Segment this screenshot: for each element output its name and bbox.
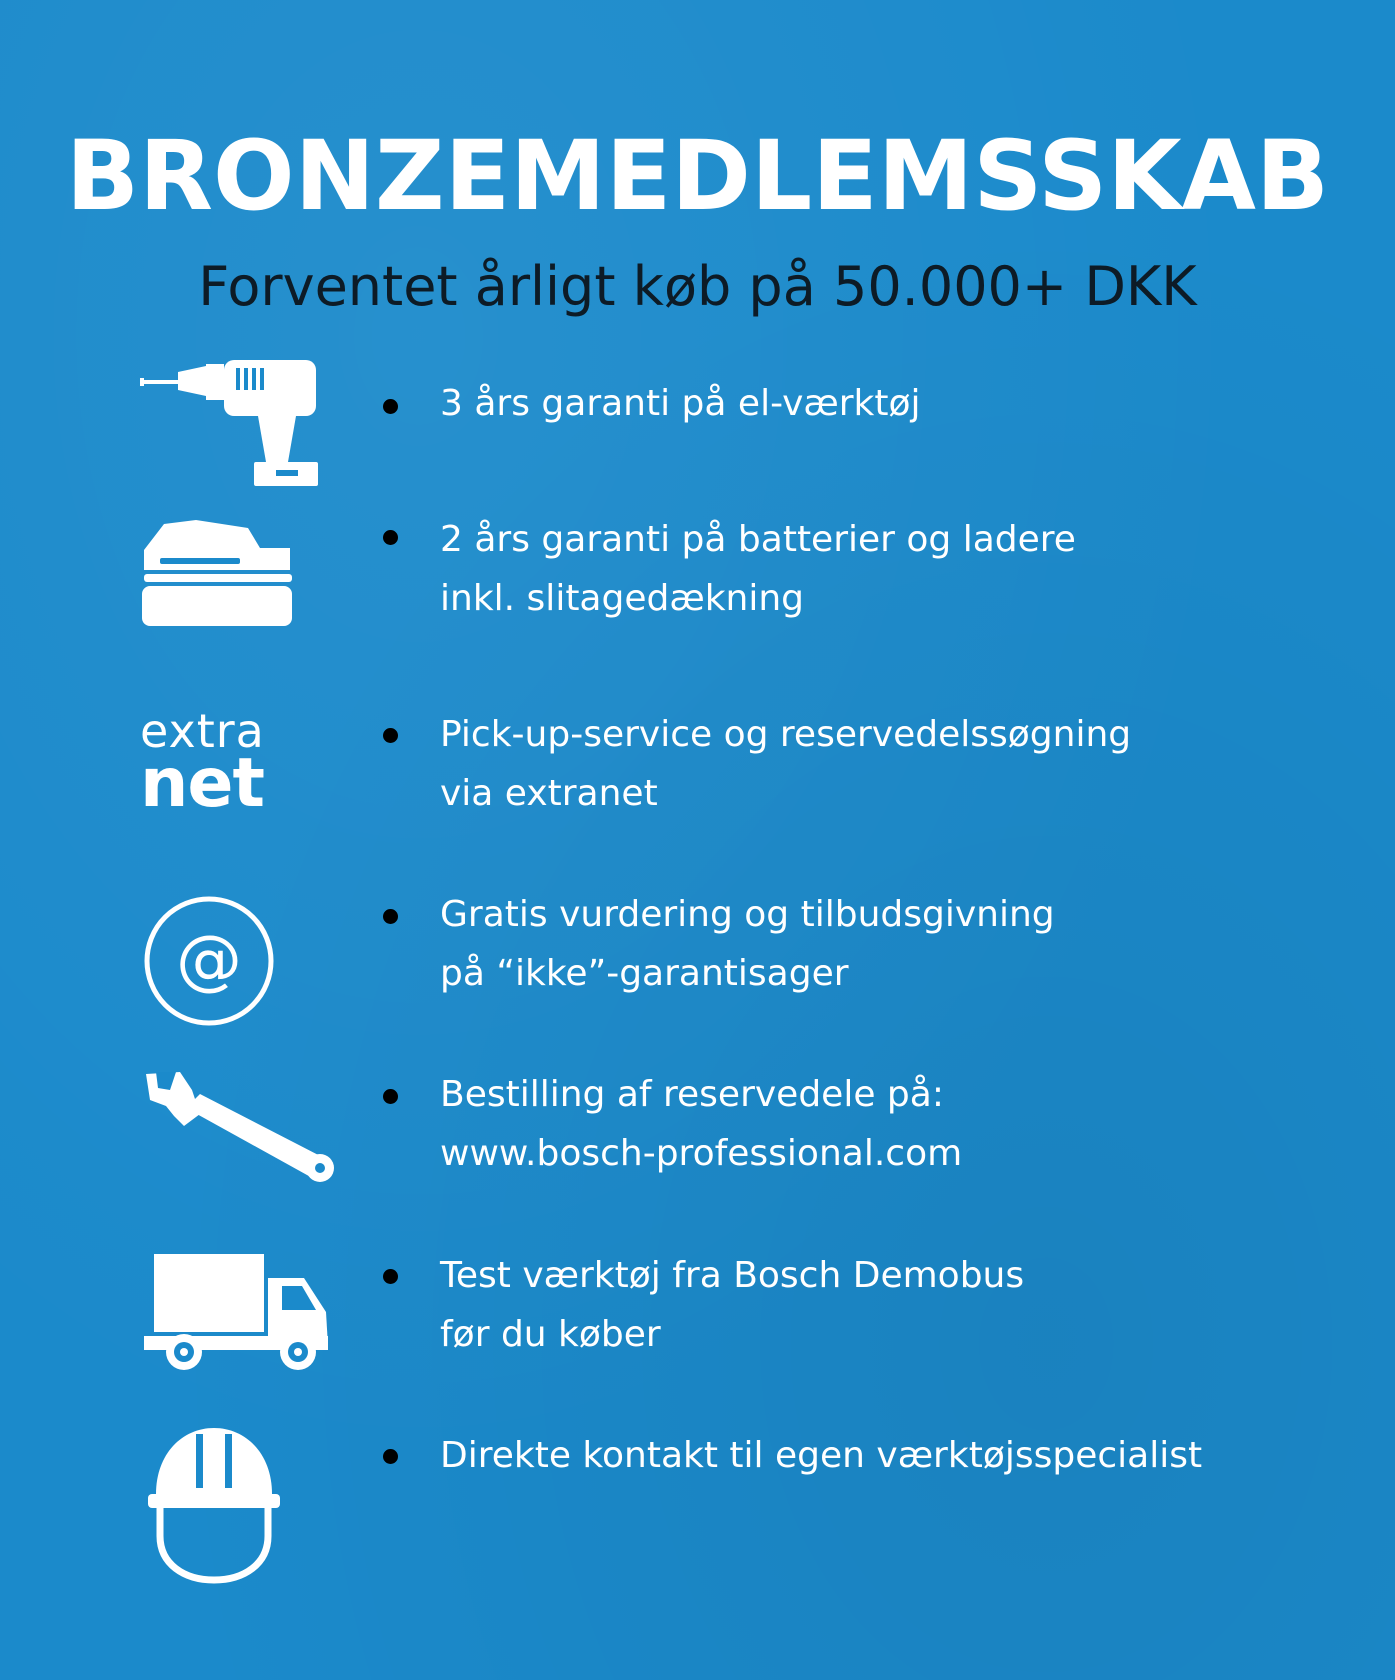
benefit-line: Bestilling af reservedele på: <box>440 1074 944 1115</box>
benefit-line: på “ikke”-garantisager <box>440 953 849 994</box>
bullet <box>383 728 398 743</box>
truck-icon <box>142 1252 342 1412</box>
bullet <box>383 399 398 414</box>
bullet <box>383 530 398 545</box>
extranet-logo <box>140 704 300 823</box>
benefit-text <box>440 1065 1360 1183</box>
benefit-line: før du køber <box>440 1314 661 1355</box>
benefit-line: via extranet <box>440 773 658 814</box>
benefit-line: 2 års garanti på batterier og ladere <box>440 519 1076 560</box>
benefit-line: www.bosch-professional.com <box>440 1133 963 1174</box>
page-subtitle: Forventet årligt køb på 50.000+ DKK <box>198 255 1197 318</box>
page-title: BRONZEMEDLEMSSKAB <box>65 120 1330 232</box>
benefit-line: Test værktøj fra Bosch Demobus <box>440 1255 1025 1296</box>
benefit-line: 3 års garanti på el-værktøj <box>440 383 921 424</box>
extranet-logo-line: extra <box>140 704 265 758</box>
benefit-text <box>440 374 1360 433</box>
bullet <box>383 1449 398 1464</box>
drill-icon <box>138 358 338 518</box>
benefit-line: Direkte kontakt til egen værktøjsspecialist <box>440 1435 1203 1476</box>
bullet <box>383 909 398 924</box>
at-sign-icon <box>142 894 342 1054</box>
benefit-line: Gratis vurdering og tilbudsgivning <box>440 894 1055 935</box>
benefit-line: Pick-up-service og reservedelssøgning <box>440 714 1132 755</box>
benefit-text <box>440 510 1360 628</box>
benefit-line: inkl. slitagedækning <box>440 578 805 619</box>
bullet <box>383 1089 398 1104</box>
extranet-logo-line: net <box>140 744 265 823</box>
battery-icon <box>140 518 340 678</box>
hard-hat-icon <box>146 1424 346 1584</box>
wrench-icon <box>140 1068 340 1228</box>
bullet <box>383 1269 398 1284</box>
svg-text:@: @ <box>176 921 242 998</box>
benefit-text <box>440 705 1360 823</box>
benefit-text <box>440 885 1360 1003</box>
benefit-text <box>440 1426 1360 1485</box>
benefit-text <box>440 1246 1360 1364</box>
